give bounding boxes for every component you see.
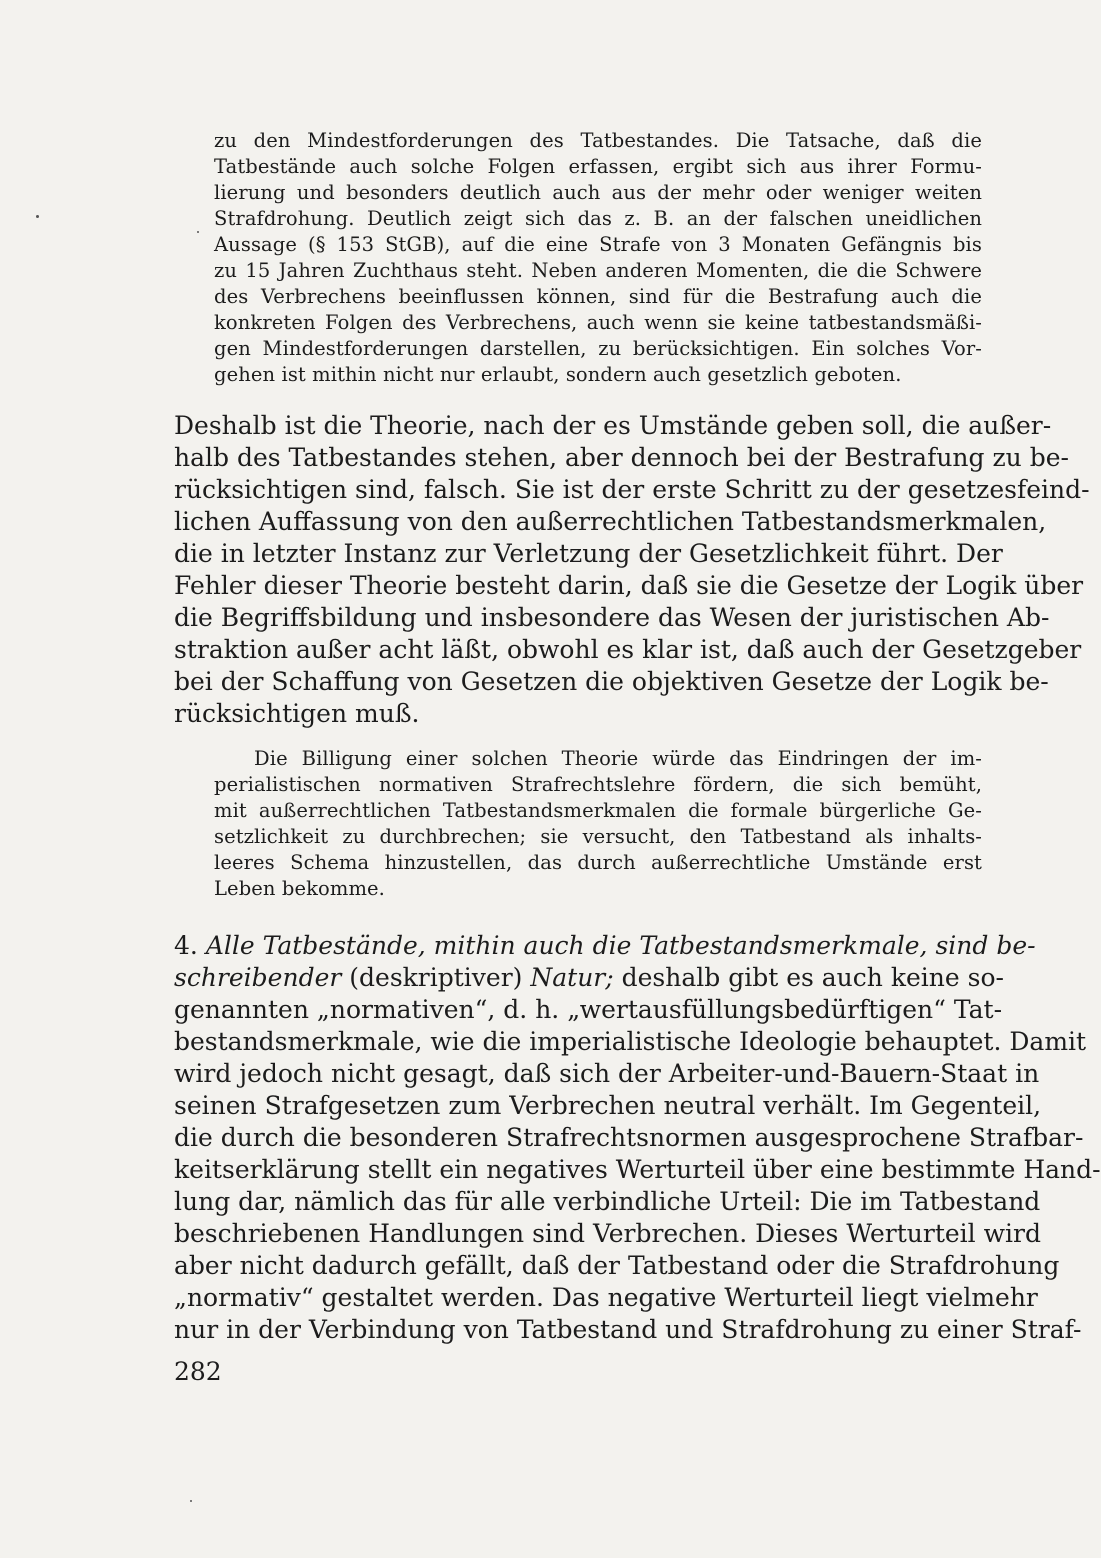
italic-text: schreibender <box>174 963 342 992</box>
text-line: Aussage (§ 153 StGB), auf die eine Strafe von 3 Monaten Gefängnis bis <box>214 233 982 256</box>
text-line: wird jedoch nicht gesagt, daß sich der Arbeiter-und-Bauern-Staat in <box>174 1059 1040 1088</box>
text-line <box>174 962 1004 994</box>
text-line: genannten „normativen“, d. h. „wertausfüllungsbedürftigen“ Tat- <box>174 995 1003 1024</box>
text-line: lierung und besonders deutlich auch aus der mehr oder weniger weiten <box>214 181 982 204</box>
text-line: bestandsmerkmale, wie die imperialistische Ideologie behauptet. Damit <box>174 1027 1087 1056</box>
plain-text: (deskriptiver) <box>341 963 531 992</box>
section-number: 4. <box>174 931 198 960</box>
text-line: perialistischen normativen Strafrechtslehre fördern, die sich bemüht, <box>214 773 982 796</box>
text-line: mit außerrechtlichen Tatbestandsmerkmalen die formale bürgerliche Ge- <box>214 799 982 822</box>
text-line: lung dar, nämlich das für alle verbindliche Urteil: Die im Tatbestand <box>174 1187 1041 1216</box>
text-line <box>174 930 1036 962</box>
scan-speck <box>36 215 39 218</box>
text-line: lichen Auffassung von den außerrechtlichen Tatbestandsmerkmalen, <box>174 507 1047 536</box>
italic-text: Natur; <box>530 963 614 992</box>
text-line: die durch die besonderen Strafrechtsnormen ausgesprochene Strafbar- <box>174 1123 1084 1152</box>
text-line: konkreten Folgen des Verbrechens, auch wenn sie keine tatbestandsmäßi- <box>214 311 982 334</box>
text-line: nur in der Verbindung von Tatbestand und Strafdrohung zu einer Straf- <box>174 1315 1082 1344</box>
text-line: Leben bekomme. <box>214 877 385 900</box>
text-line: Deshalb ist die Theorie, nach der es Umstände geben soll, die außer- <box>174 411 1052 440</box>
text-line: bei der Schaffung von Gesetzen die objektiven Gesetze der Logik be- <box>174 667 1049 696</box>
text-line: die Begriffsbildung und insbesondere das Wesen der juristischen Ab- <box>174 603 1050 632</box>
text-line: rücksichtigen sind, falsch. Sie ist der erste Schritt zu der gesetzesfeind- <box>174 475 1090 504</box>
text-line: leeres Schema hinzustellen, das durch außerrechtliche Umstände erst <box>214 851 982 874</box>
text-line: „normativ“ gestaltet werden. Das negative Werturteil liegt vielmehr <box>174 1283 1038 1312</box>
page-number: 282 <box>174 1357 222 1386</box>
text-line: aber nicht dadurch gefällt, daß der Tatbestand oder die Strafdrohung <box>174 1251 1060 1280</box>
text-line: Strafdrohung. Deutlich zeigt sich das z. B. an der falschen uneidlichen <box>214 207 982 230</box>
scan-speck <box>190 1500 192 1502</box>
text-line: rücksichtigen muß. <box>174 699 420 728</box>
text-line: zu den Mindestforderungen des Tatbestandes. Die Tatsache, daß die <box>214 129 982 152</box>
text-line: straktion außer acht läßt, obwohl es klar ist, daß auch der Gesetzgeber <box>174 635 1082 664</box>
text-line: beschriebenen Handlungen sind Verbrechen. Dieses Werturteil wird <box>174 1219 1041 1248</box>
text-line: setzlichkeit zu durchbrechen; sie versucht, den Tatbestand als inhalts- <box>214 825 982 848</box>
text-line: gehen ist mithin nicht nur erlaubt, sondern auch gesetzlich geboten. <box>214 363 902 386</box>
text-line: Fehler dieser Theorie besteht darin, daß sie die Gesetze der Logik über <box>174 571 1084 600</box>
text-line: keitserklärung stellt ein negatives Werturteil über eine bestimmte Hand- <box>174 1155 1101 1184</box>
text-line: die in letzter Instanz zur Verletzung der Gesetzlichkeit führt. Der <box>174 539 1003 568</box>
plain-text: deshalb gibt es auch keine so- <box>613 963 1004 992</box>
text-line: Tatbestände auch solche Folgen erfassen, ergibt sich aus ihrer Formu- <box>214 155 982 178</box>
text-line: zu 15 Jahren Zuchthaus steht. Neben anderen Momenten, die die Schwere <box>214 259 982 282</box>
text-line: des Verbrechens beeinflussen können, sind für die Bestrafung auch die <box>214 285 982 308</box>
text-line: halb des Tatbestandes stehen, aber dennoch bei der Bestrafung zu be- <box>174 443 1069 472</box>
text-line: seinen Strafgesetzen zum Verbrechen neutral verhält. Im Gegenteil, <box>174 1091 1042 1120</box>
text-line: gen Mindestforderungen darstellen, zu berücksichtigen. Ein solches Vor- <box>214 337 982 360</box>
text-line: Die Billigung einer solchen Theorie würde das Eindringen der im- <box>254 747 982 770</box>
italic-text: Alle Tatbestände, mithin auch die Tatbestandsmerkmale, sind be- <box>205 931 1036 960</box>
scan-speck <box>197 231 199 233</box>
